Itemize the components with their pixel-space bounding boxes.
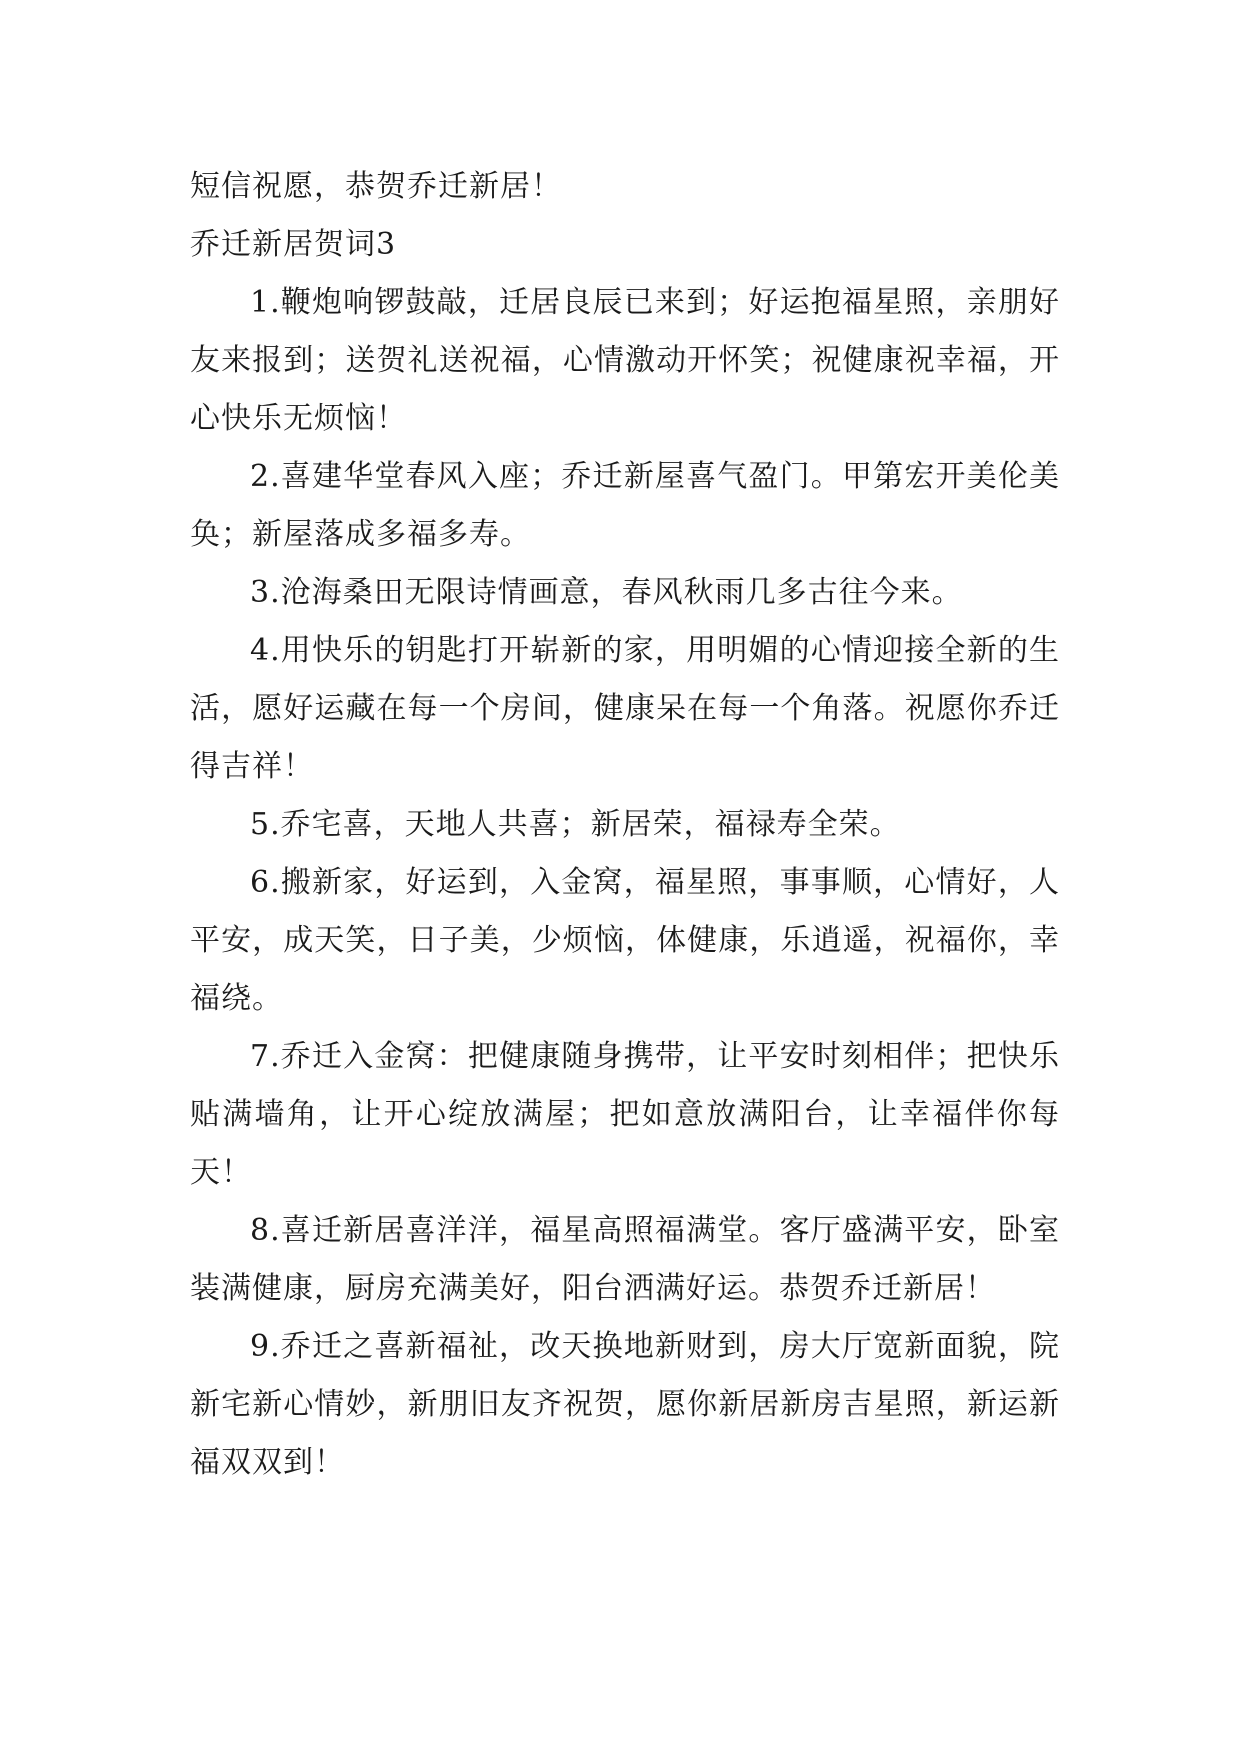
greeting-item-5: 5.乔宅喜，天地人共喜；新居荣，福禄寿全荣。	[250, 807, 901, 842]
greeting-item-9: 9.乔迁之喜新福祉，改天换地新财到，房大厅宽新面貌，院新宅新心情妙，新朋旧友齐祝贺，愿你新居新房吉星照，新运新福双双到！	[190, 1329, 1060, 1480]
greeting-item-4: 4.用快乐的钥匙打开崭新的家，用明媚的心情迎接全新的生活，愿好运藏在每一个房间，健康呆在每一个角落。祝愿你乔迁得吉祥！	[190, 633, 1060, 784]
greeting-item-1: 1.鞭炮响锣鼓敲，迁居良辰已来到；好运抱福星照，亲朋好友来报到；送贺礼送祝福，心情激动开怀笑；祝健康祝幸福，开心快乐无烦恼！	[190, 285, 1060, 436]
greeting-item-2: 2.喜建华堂春风入座；乔迁新屋喜气盈门。甲第宏开美伦美奂；新屋落成多福多寿。	[190, 459, 1060, 552]
document-body	[190, 158, 1060, 1492]
section-title: 乔迁新居贺词3	[190, 227, 397, 262]
greeting-item-3: 3.沧海桑田无限诗情画意，春风秋雨几多古往今来。	[250, 575, 963, 610]
intro-line: 短信祝愿，恭贺乔迁新居！	[190, 169, 562, 204]
greeting-item-7: 7.乔迁入金窝：把健康随身携带，让平安时刻相伴；把快乐贴满墙角，让开心绽放满屋；把如意放满阳台，让幸福伴你每天！	[190, 1039, 1060, 1190]
greeting-item-8: 8.喜迁新居喜洋洋，福星高照福满堂。客厅盛满平安，卧室装满健康，厨房充满美好，阳台洒满好运。恭贺乔迁新居！	[190, 1213, 1060, 1306]
greeting-item-6: 6.搬新家，好运到，入金窝，福星照，事事顺，心情好，人平安，成天笑，日子美，少烦恼，体健康，乐逍遥，祝福你，幸福绕。	[190, 865, 1060, 1016]
